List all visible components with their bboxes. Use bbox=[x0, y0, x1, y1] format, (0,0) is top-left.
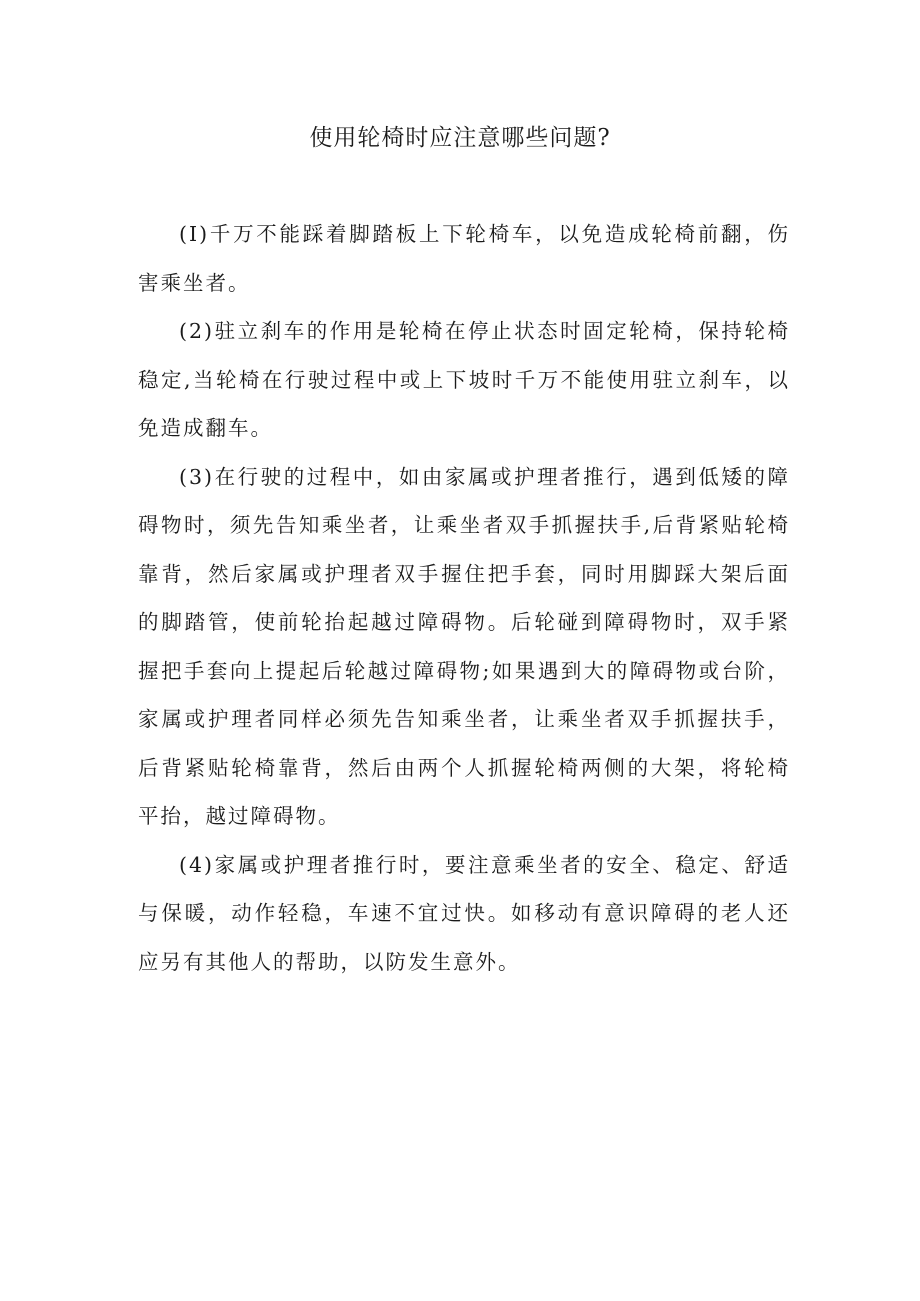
document-body bbox=[138, 210, 790, 986]
paragraph-4: (4)家属或护理者推行时，要注意乘坐者的安全、稳定、舒适与保暖，动作轻稳，车速不宜过快。如移动有意识障碍的老人还应另有其他人的帮助，以防发生意外。 bbox=[138, 852, 790, 974]
document-title: 使用轮椅时应注意哪些问题? bbox=[309, 125, 611, 151]
paragraph-3: (3)在行驶的过程中，如由家属或护理者推行，遇到低矮的障碍物时，须先告知乘坐者，让乘坐者双手抓握扶手,后背紧贴轮椅靠背，然后家属或护理者双手握住把手套，同时用脚踩大架后面的脚踏管，使前轮抬起越过障碍物。后轮碰到障碍物时，双手紧握把手套向上提起后轮越过障碍物;如果遇到大的障碍物或台阶，家属或护理者同样必须先告知乘坐者，让乘坐者双手抓握扶手，后背紧贴轮椅靠背，然后由两个人抓握轮椅两侧的大架，将轮椅平抬，越过障碍物。 bbox=[138, 464, 790, 828]
paragraph-1: (I)千万不能踩着脚踏板上下轮椅车，以免造成轮椅前翻，伤害乘坐者。 bbox=[138, 222, 790, 295]
paragraph-2: (2)驻立刹车的作用是轮椅在停止状态时固定轮椅，保持轮椅稳定,当轮椅在行驶过程中或上下坡时千万不能使用驻立刹车，以免造成翻车。 bbox=[138, 319, 790, 440]
